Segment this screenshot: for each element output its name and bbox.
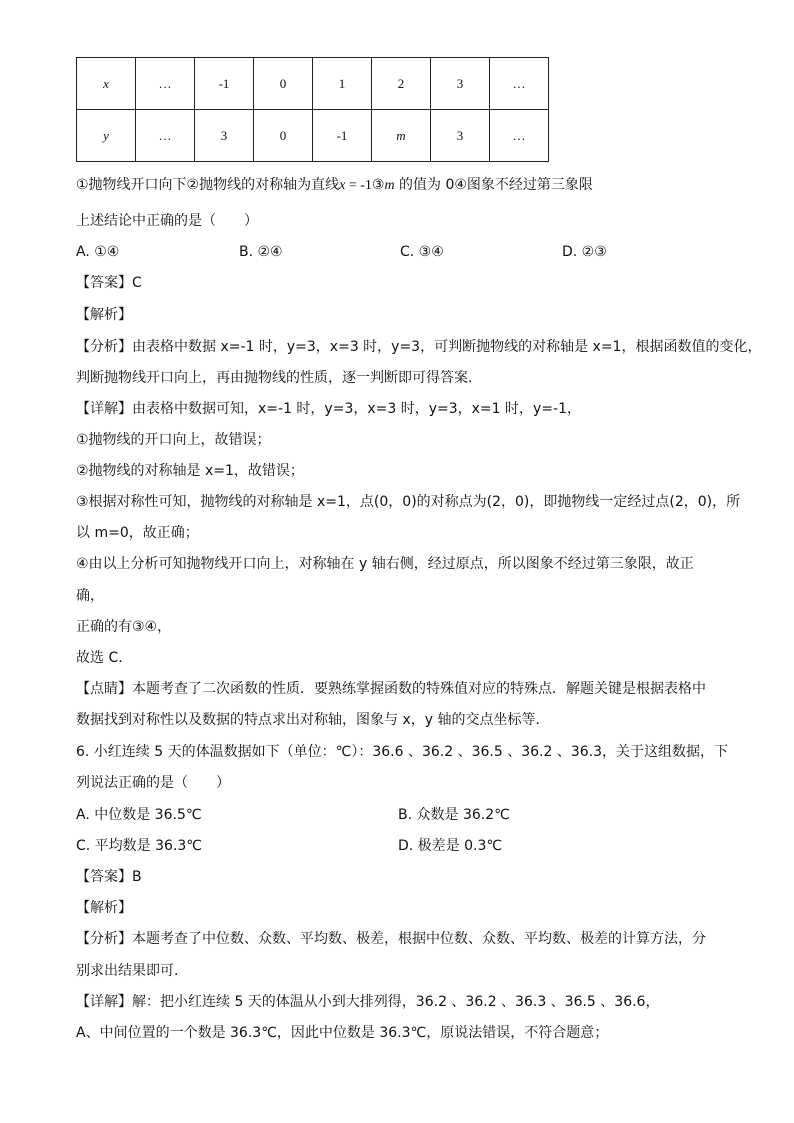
table-cell: 0 — [254, 110, 313, 162]
detail-text: 确， — [76, 588, 104, 604]
analysis-heading: 【解析】 — [76, 900, 132, 916]
statements-part: = -1③ — [345, 178, 385, 193]
table-row-y — [77, 110, 549, 162]
table-cell: 3 — [431, 58, 490, 110]
answer-label: 【答案】B — [76, 869, 142, 885]
detail-text: 故选 C. — [76, 650, 123, 666]
remark-text: 【点睛】本题考查了二次函数的性质．要熟练掌握函数的特殊值对应的特殊点．解题关键是根据表格中 — [76, 681, 706, 697]
analysis-text: 别求出结果即可． — [76, 963, 188, 979]
table-cell: -1 — [313, 110, 372, 162]
option-d: D. ②③ — [562, 244, 607, 260]
table-cell: -1 — [195, 58, 254, 110]
table-cell: … — [490, 58, 549, 110]
table-cell: 2 — [372, 58, 431, 110]
detail-text: ③根据对称性可知，抛物线的对称轴是 x=1，点(0，0)的对称点为(2，0)，即抛物线一定经过点(2，0)，所 — [76, 494, 741, 510]
analysis-text: 【分析】由表格中数据 x=-1 时，y=3，x=3 时，y=3，可判断抛物线的对称轴是 x=1，根据函数值的变化， — [76, 339, 762, 355]
detail-text: ①抛物线的开口向上，故错误； — [76, 432, 271, 448]
math-var-m: m — [384, 178, 395, 193]
table-cell: x — [77, 58, 136, 110]
table-row-x — [77, 58, 549, 110]
detail-text: ②抛物线的对称轴是 x=1，故错误； — [76, 463, 304, 479]
option-b: B. ②④ — [239, 244, 283, 260]
detail-text: ④由以上分析可知抛物线开口向上，对称轴在 y 轴右侧，经过原点，所以图象不经过第三象限，故正 — [76, 556, 694, 572]
detail-text: A、中间位置的一个数是 36.3℃，因此中位数是 36.3℃，原说法错误，不符合题意； — [76, 1025, 609, 1041]
question-stem: 6. 小红连续 5 天的体温数据如下（单位：℃）：36.6 、36.2 、36.5 、36.2 、36.3，关于这组数据，下 — [76, 744, 728, 760]
option-b: B. 众数是 36.2℃ — [398, 807, 510, 823]
option-d: D. 极差是 0.3℃ — [398, 838, 503, 854]
table-cell: … — [136, 58, 195, 110]
option-a: A. ①④ — [76, 244, 120, 260]
table-cell: m — [372, 110, 431, 162]
option-a: A. 中位数是 36.5℃ — [76, 807, 202, 823]
option-c: C. ③④ — [400, 244, 444, 260]
table-cell: 3 — [431, 110, 490, 162]
remark-text: 数据找到对称性以及数据的特点求出对称轴，图象与 x，y 轴的交点坐标等． — [76, 712, 550, 728]
analysis-text: 【分析】本题考查了中位数、众数、平均数、极差，根据中位数、众数、平均数、极差的计算方法，分 — [76, 931, 706, 947]
detail-text: 以 m=0，故正确； — [76, 525, 199, 541]
statements-part: ①抛物线开口向下②抛物线的对称轴为直线 — [76, 177, 340, 193]
detail-text: 【详解】由表格中数据可知，x=-1 时，y=3，x=3 时，y=3，x=1 时，y=-1， — [76, 401, 581, 417]
analysis-heading: 【解析】 — [76, 307, 132, 323]
math-var-x: x — [339, 178, 346, 193]
value-table — [76, 57, 549, 162]
table-cell: y — [77, 110, 136, 162]
table-cell: 0 — [254, 58, 313, 110]
table-cell: … — [136, 110, 195, 162]
question-text: 上述结论中正确的是（ ） — [76, 213, 258, 229]
analysis-text: 判断抛物线开口向上，再由抛物线的性质，逐一判断即可得答案. — [76, 370, 473, 386]
question-stem: 列说法正确的是（ ） — [76, 775, 230, 791]
option-c: C. 平均数是 36.3℃ — [76, 838, 203, 854]
table-cell: 1 — [313, 58, 372, 110]
statements-line — [76, 176, 593, 195]
statements-part: 的值为 0④图象不经过第三象限 — [394, 177, 593, 193]
table-cell: … — [490, 110, 549, 162]
answer-label: 【答案】C — [76, 275, 142, 291]
table-cell: 3 — [195, 110, 254, 162]
detail-text: 【详解】解：把小红连续 5 天的体温从小到大排列得，36.2 、36.2 、36.3 、36.5 、36.6， — [76, 994, 660, 1010]
detail-text: 正确的有③④， — [76, 619, 172, 635]
